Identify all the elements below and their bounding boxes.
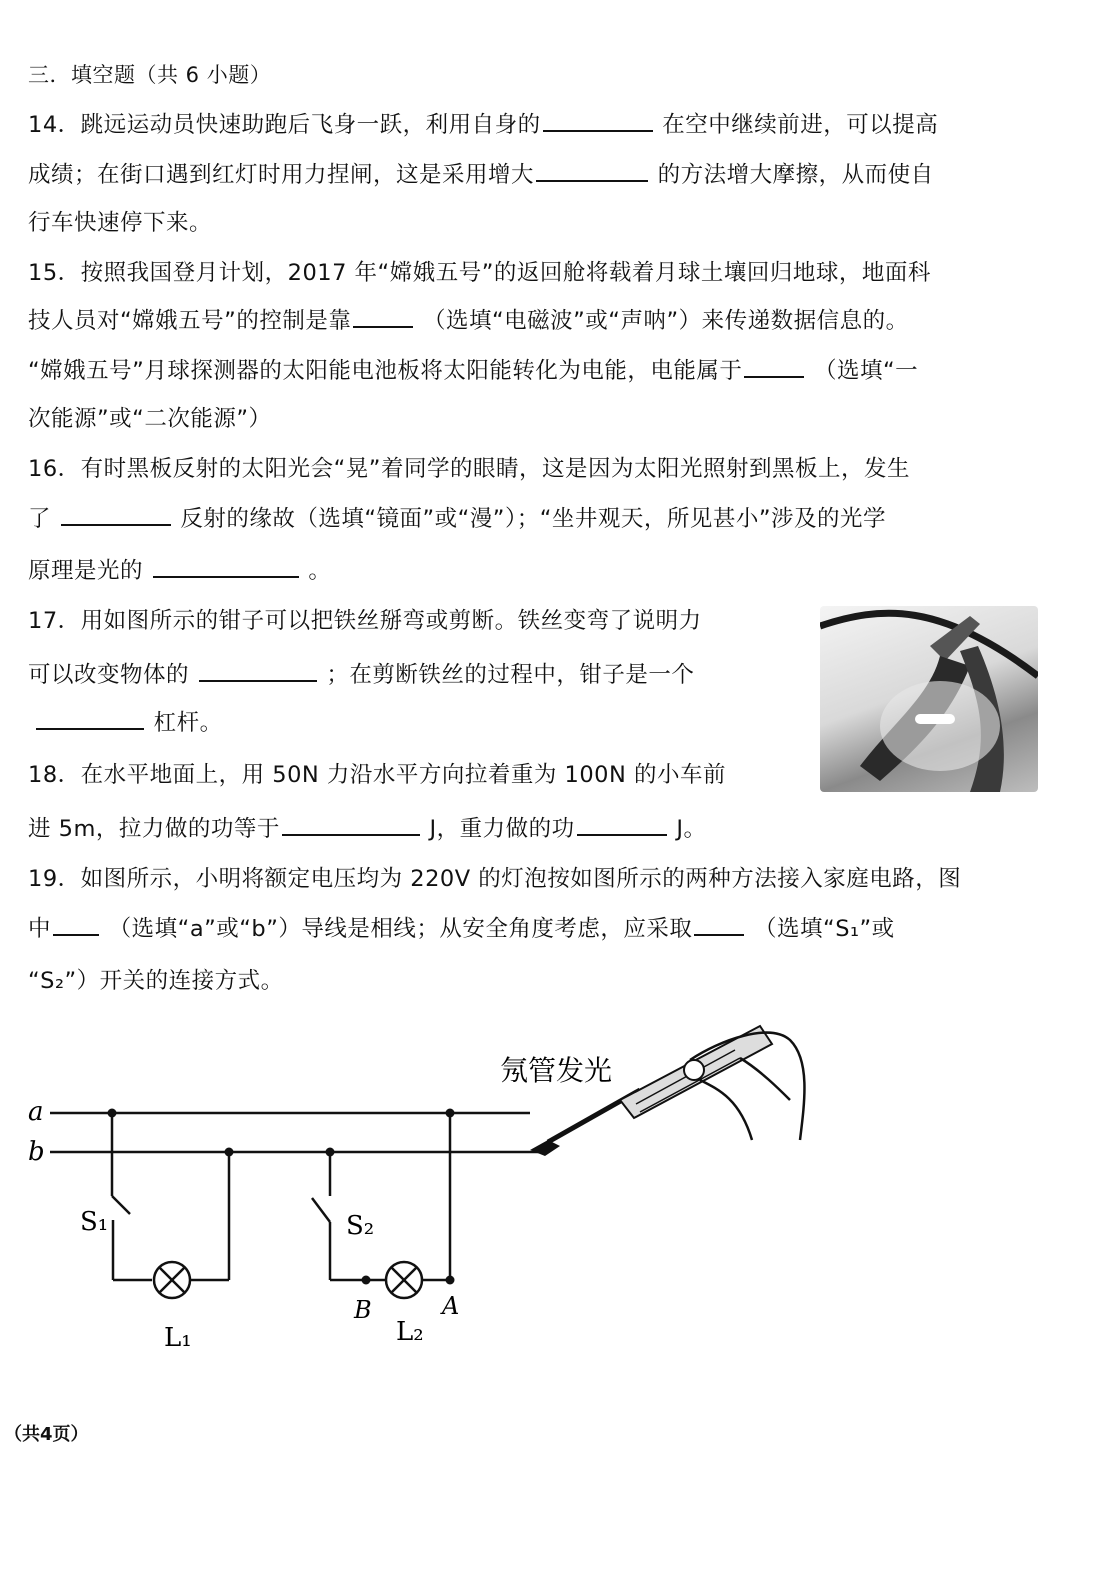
question-19-line-2: [28, 914, 895, 944]
switch-s1-label: S₁: [80, 1207, 109, 1237]
q14-text-1a: 14．跳远运动员快速助跑后飞身一跃，利用自身的: [28, 112, 541, 138]
question-17-line-1: 17．用如图所示的钳子可以把铁丝掰弯或剪断。铁丝变弯了说明力: [28, 608, 702, 634]
q15-text-3b: （选填“一: [813, 358, 919, 384]
question-14-line-2: [28, 160, 934, 190]
lamp-l1-label: L₁: [164, 1323, 192, 1353]
q18-blank-1[interactable]: [282, 814, 420, 836]
question-16-line-1: 16．有时黑板反射的太阳光会“晃”着同学的眼睛，这是因为太阳光照射到黑板上，发生: [28, 456, 910, 482]
q17-blank-1[interactable]: [199, 660, 317, 682]
q16-text-2a: 了: [28, 506, 52, 532]
lamp-l2-label: L₂: [396, 1317, 424, 1347]
question-18-line-2: [28, 814, 706, 844]
q19-text-2a: 中: [28, 916, 52, 942]
q16-blank-1[interactable]: [61, 504, 171, 526]
q17-blank-2[interactable]: [36, 708, 144, 730]
question-15-line-4: 次能源”或“二次能源”）: [28, 406, 272, 432]
q14-text-2a: 成绩；在街口遇到红灯时用力捏闸，这是采用增大: [28, 162, 535, 188]
point-b-dot: [362, 1276, 371, 1285]
section-title: 三．填空题（共 6 小题）: [28, 63, 272, 87]
question-14-line-1: [28, 110, 938, 140]
q19-text-2b: （选填“a”或“b”）导线是相线；从安全角度考虑，应采取: [108, 916, 693, 942]
q17-text-2b: ；在剪断铁丝的过程中，钳子是一个: [326, 662, 695, 688]
q16-text-2b: 反射的缘故（选填“镜面”或“漫”）；“坐井观天，所见甚小”涉及的光学: [180, 506, 887, 532]
question-17-line-3: [28, 708, 223, 738]
q14-text-2b: 的方法增大摩擦，从而使自: [657, 162, 934, 188]
point-a-label: A: [442, 1292, 460, 1320]
q15-text-2b: （选填“电磁波”或“声呐”）来传递数据信息的。: [422, 308, 909, 334]
q14-blank-1[interactable]: [543, 110, 653, 132]
q18-blank-2[interactable]: [577, 814, 667, 836]
circuit-diagram: [0, 1000, 1120, 1380]
question-19-line-3: “S₂”）开关的连接方式。: [28, 968, 284, 994]
q14-blank-2[interactable]: [536, 160, 648, 182]
question-15-line-1: 15．按照我国登月计划，2017 年“嫦娥五号”的返回舱将载着月球土壤回归地球，地面科: [28, 260, 931, 286]
q15-text-3a: “嫦娥五号”月球探测器的太阳能电池板将太阳能转化为电能，电能属于: [28, 358, 743, 384]
switch-s2-label: S₂: [346, 1211, 375, 1241]
q15-text-2a: 技人员对“嫦娥五号”的控制是靠: [28, 308, 352, 334]
point-a-dot: [446, 1276, 455, 1285]
point-b-label: B: [354, 1296, 372, 1324]
q18-text-2a: 进 5m，拉力做的功等于: [28, 816, 280, 842]
neon-glow-label: 氖管发光: [500, 1054, 613, 1087]
q19-blank-2[interactable]: [694, 914, 744, 936]
pliers-photo: [820, 606, 1038, 792]
q15-blank-1[interactable]: [353, 306, 413, 328]
question-14-line-3: 行车快速停下来。: [28, 210, 213, 236]
q19-text-2c: （选填“S₁”或: [754, 916, 895, 942]
q16-text-3a: 原理是光的: [28, 558, 144, 584]
test-pen-icon: [530, 1026, 772, 1156]
q18-text-2b: J，重力做的功: [429, 816, 575, 842]
q16-blank-2[interactable]: [153, 556, 299, 578]
q18-text-2c: J。: [676, 816, 707, 842]
question-17-line-2: [28, 660, 694, 690]
question-18-line-1: 18．在水平地面上，用 50N 力沿水平方向拉着重为 100N 的小车前: [28, 762, 726, 788]
wire-b-label: b: [28, 1137, 45, 1167]
page-footer: （共4页）: [4, 1424, 89, 1445]
q17-text-3b: 杠杆。: [153, 710, 223, 736]
q17-text-2a: 可以改变物体的: [28, 662, 190, 688]
q16-text-3b: 。: [308, 558, 332, 584]
pliers-illustration: [820, 606, 1038, 792]
question-15-line-2: [28, 306, 909, 336]
question-16-line-2: [28, 504, 886, 534]
q15-blank-2[interactable]: [744, 356, 804, 378]
q19-blank-1[interactable]: [53, 914, 99, 936]
q14-text-1b: 在空中继续前进，可以提高: [662, 112, 939, 138]
question-15-line-3: [28, 356, 918, 386]
question-16-line-3: [28, 556, 331, 586]
question-19-line-1: 19．如图所示，小明将额定电压均为 220V 的灯泡按如图所示的两种方法接入家庭电路，图: [28, 866, 962, 892]
wire-a-label: a: [28, 1097, 44, 1127]
